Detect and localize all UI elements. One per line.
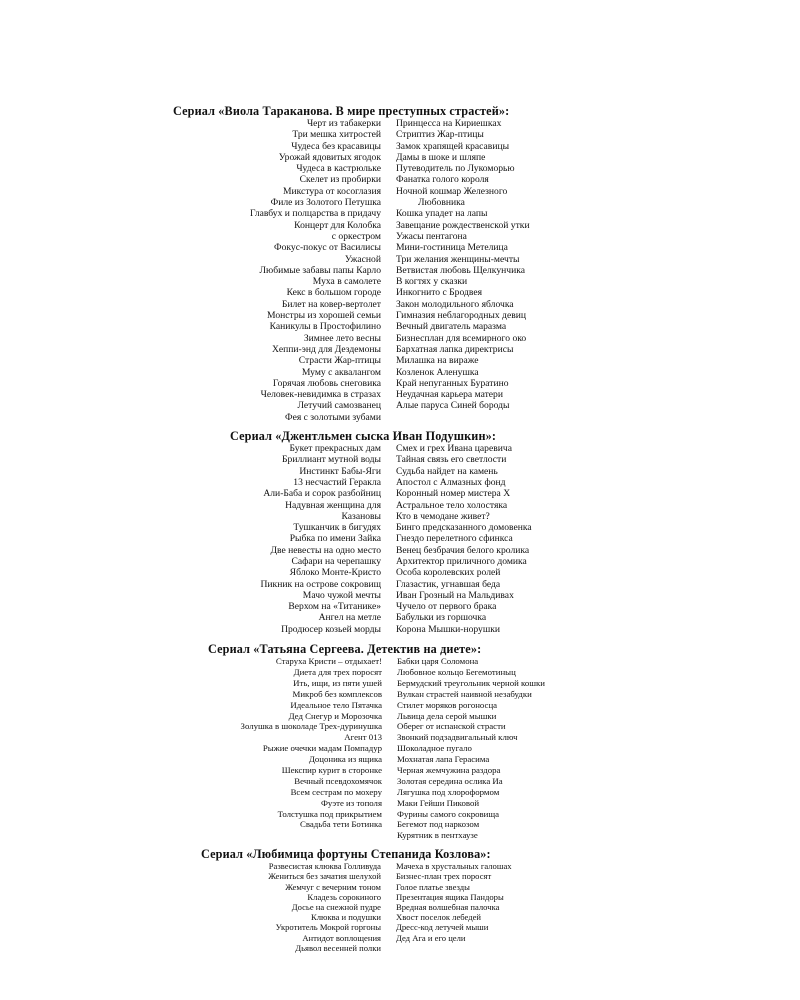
series-title: Сериал «Татьяна Сергеева. Детектив на диете»: bbox=[208, 642, 482, 657]
book-title: Принцесса на Кириешках bbox=[396, 118, 502, 129]
book-title: Тайная связь его светлости bbox=[396, 454, 507, 466]
book-title: Гимназия неблагородных девиц bbox=[396, 310, 526, 322]
book-title: Фанатка голого короля bbox=[396, 174, 489, 186]
book-title: Дед Снегур и Морозочка bbox=[288, 710, 382, 721]
book-title: Замок храпящей красавицы bbox=[396, 140, 510, 152]
book-title: Край непуганных Буратино bbox=[396, 377, 509, 389]
book-title: Толстушка под прикрытием bbox=[277, 808, 382, 819]
series-title: Сериал «Любимица фортуны Степанида Козлова»: bbox=[201, 847, 491, 862]
book-title: Рыбка по имени Зайка bbox=[289, 533, 381, 545]
left-column bbox=[150, 656, 397, 841]
book-title: Гнездо перелетного сфинкса bbox=[396, 533, 513, 545]
book-title: Человек-невидимка в стразах bbox=[260, 389, 381, 401]
book-title: Неудачная карьера матери bbox=[396, 389, 503, 401]
book-title: Любовника bbox=[418, 197, 465, 209]
book-title: Жениться без зачатия шелухой bbox=[268, 871, 381, 882]
series-title: Сериал «Виола Тараканова. В мире преступных страстей»: bbox=[173, 104, 510, 118]
book-title: Вечный псевдохомячок bbox=[294, 775, 382, 786]
left-column bbox=[150, 118, 396, 423]
book-title: Глазастик, угнавшая беда bbox=[396, 578, 501, 590]
book-title: Вечный двигатель маразма bbox=[396, 321, 507, 333]
book-title: Страсти Жар-птицы bbox=[298, 355, 381, 367]
book-title: Золушка в шоколаде Трех-дуринушка bbox=[240, 721, 382, 732]
book-title: Бизнесплан для всемирного око bbox=[396, 332, 527, 344]
book-title: Ночной кошмар Железного bbox=[396, 185, 508, 197]
book-title: Микроб без комплексов bbox=[292, 688, 382, 699]
book-title: Пикник на острове сокровищ bbox=[260, 578, 381, 590]
book-title: Корона Мышки-норушки bbox=[396, 623, 501, 635]
book-title: Презентация ящика Пандоры bbox=[396, 891, 504, 902]
left-column bbox=[150, 443, 396, 635]
book-title: Дед Ага и его цели bbox=[396, 932, 466, 943]
book-title: Монстры из хорошей семьи bbox=[267, 310, 381, 322]
book-title: Маки Гейши Пиковой bbox=[397, 797, 480, 808]
book-title: Антидот воплощения bbox=[302, 932, 381, 943]
book-title: Апостол с Алмазных фонд bbox=[396, 476, 506, 488]
book-title: Инстинкт Бабы-Яги bbox=[299, 465, 381, 477]
book-title: Сафари на черепашку bbox=[291, 555, 381, 567]
book-title: Микстура от косоглазия bbox=[282, 185, 381, 197]
book-title: Ужасы пентагона bbox=[396, 230, 467, 242]
book-title: Вулкан страстей наивной незабудки bbox=[397, 688, 532, 699]
book-title: Особа королевских ролей bbox=[396, 567, 501, 579]
book-title: Смех и грех Ивана царевича bbox=[396, 443, 512, 455]
book-title: Бермудский треугольник черной кошки bbox=[397, 677, 546, 688]
book-title: Летучий самозванец bbox=[297, 400, 381, 412]
book-title: Верхом на «Титанике» bbox=[288, 601, 381, 613]
book-title: Яблоко Монте-Кристо bbox=[289, 567, 381, 579]
book-title: Мачеха в хрустальных галошах bbox=[396, 861, 512, 872]
book-title: Милашка на вираже bbox=[396, 355, 479, 367]
book-title: Козленок Аленушка bbox=[396, 366, 479, 378]
book-title: Филе из Золотого Петушка bbox=[270, 197, 381, 209]
book-title: Идеальное тело Пятачка bbox=[290, 699, 382, 710]
book-title: Архитектор приличного домика bbox=[396, 555, 527, 567]
book-title: Бриллиант мутной воды bbox=[282, 454, 381, 466]
book-title: Курятник в пентхаузе bbox=[397, 830, 478, 841]
book-title: Муму с аквалангом bbox=[301, 366, 381, 378]
book-title: Черная жемчужина раздора bbox=[397, 764, 501, 775]
book-title: Али-Баба и сорок разбойниц bbox=[263, 488, 381, 500]
book-title: Судьба найдет на камень bbox=[396, 465, 498, 477]
book-title: Хеппи-энд для Дездемоны bbox=[271, 343, 381, 355]
book-title: Рыжие очечки мадам Помпадур bbox=[262, 743, 382, 754]
series-title: Сериал «Джентльмен сыска Иван Подушкин»: bbox=[230, 429, 497, 444]
book-title: Агент 013 bbox=[344, 732, 382, 743]
book-title: Букет прекрасных дам bbox=[289, 443, 381, 455]
book-title: с оркестром bbox=[331, 230, 381, 242]
series-stepanida-kozlova bbox=[150, 847, 620, 953]
book-title: Досье на снежной пудре bbox=[291, 901, 381, 912]
series-ivan-podushkin bbox=[150, 429, 620, 635]
book-title: Казановы bbox=[341, 510, 381, 522]
book-title: Бегемот под наркозом bbox=[397, 819, 480, 830]
book-title: Звонкий подзадвигальный ключ bbox=[397, 732, 518, 743]
book-title: В когтях у сказки bbox=[396, 276, 468, 288]
book-title: Фокус-покус от Василисы bbox=[274, 242, 381, 254]
book-title: Три желания женщины-мечты bbox=[396, 253, 520, 265]
book-title: Диета для трех поросят bbox=[293, 666, 382, 677]
series-tatiana-sergeeva bbox=[150, 642, 620, 841]
book-title: Фурины самого сокровища bbox=[397, 808, 500, 819]
book-title: Голое платье звезды bbox=[396, 881, 470, 892]
book-title: Шекспир курит в сторонке bbox=[281, 764, 382, 775]
book-title: Любовное кольцо Бегемотиныц bbox=[397, 666, 516, 677]
right-column bbox=[396, 118, 530, 423]
book-title: Бархатная лапка директрисы bbox=[396, 343, 514, 355]
book-title: Чучело от первого брака bbox=[396, 601, 497, 613]
book-title: Иван Грозный на Мальдивах bbox=[396, 589, 514, 601]
book-title: Кошка упадет на лапы bbox=[396, 208, 488, 220]
book-title: Шоколадное пугало bbox=[397, 743, 472, 754]
book-title: Старуха Кристи – отдыхает! bbox=[275, 656, 382, 667]
book-title: Вредная волшебная палочка bbox=[396, 901, 500, 912]
book-title: Мини-гостиница Метелица bbox=[396, 242, 508, 254]
book-title: Главбух и полцарства в придачу bbox=[250, 208, 381, 220]
book-title: Фея с золотыми зубами bbox=[284, 411, 381, 423]
book-title: Чудеса в кастрюльке bbox=[296, 163, 381, 175]
book-title: Урожай ядовитых ягодок bbox=[278, 151, 381, 163]
book-title: 13 несчастий Геракла bbox=[293, 476, 381, 488]
book-title: Путеводитель по Лукоморью bbox=[396, 163, 515, 175]
book-title: Продюсер козьей морды bbox=[281, 623, 381, 635]
book-title: Дамы в шоке и шляпе bbox=[396, 151, 486, 163]
right-column bbox=[396, 861, 512, 953]
book-title: Стриптиз Жар-птицы bbox=[396, 129, 484, 141]
book-title: Кто в чемодане живет? bbox=[396, 510, 490, 522]
book-title: Зимнее лето весны bbox=[303, 332, 381, 344]
book-title: Любимые забавы папы Карло bbox=[259, 264, 381, 276]
left-column bbox=[150, 861, 396, 953]
book-title: Бабки царя Соломона bbox=[397, 656, 479, 667]
book-title: Кекс в большом городе bbox=[286, 287, 381, 299]
book-title: Ить, ищи, из пяти ушей bbox=[293, 677, 382, 688]
book-title: Коронный номер мистера Х bbox=[396, 488, 511, 500]
book-title: Оберег от испанской страсти bbox=[397, 721, 506, 732]
book-title: Жемчуг с вечерним тоном bbox=[285, 881, 381, 892]
book-title: Муха в самолете bbox=[312, 276, 381, 288]
book-title: Фуэте из тополя bbox=[320, 797, 382, 808]
book-title: Завещание рождественской утки bbox=[396, 219, 530, 231]
book-title: Клюква и подушки bbox=[311, 912, 381, 923]
series-viola-tarakanova bbox=[150, 104, 620, 423]
book-title: Лягушка под хлороформом bbox=[397, 786, 500, 797]
book-title: Скелет из пробирки bbox=[299, 174, 381, 186]
book-title: Кладезь сорокиного bbox=[307, 891, 381, 902]
book-title: Стилет моряков рогоносца bbox=[397, 699, 498, 710]
book-title: Всем сестрам по мохеру bbox=[290, 786, 382, 797]
book-title: Свадьба тети Ботинка bbox=[299, 819, 382, 830]
book-title: Концерт для Колобка bbox=[294, 219, 381, 231]
book-title: Ангел на метле bbox=[318, 612, 381, 624]
book-title: Три мешка хитростей bbox=[292, 129, 381, 141]
book-title: Билет на ковер-вертолет bbox=[281, 298, 381, 310]
book-title: Ветвистая любовь Щелкунчика bbox=[396, 264, 526, 276]
book-title: Мохнатая лапа Герасима bbox=[397, 754, 490, 765]
right-column bbox=[397, 656, 545, 841]
book-title: Золотая середина ослика Иа bbox=[397, 775, 503, 786]
book-title: Укротитель Мокрой горгоны bbox=[275, 922, 381, 933]
book-title: Ужасной bbox=[344, 253, 381, 265]
book-list-page bbox=[150, 104, 620, 953]
book-title: Львица дела серой мышки bbox=[397, 710, 497, 721]
book-title: Венец безбрачия белого кролика bbox=[396, 544, 530, 556]
book-title: Доцоника из ящика bbox=[308, 754, 382, 765]
book-title: Дьявол весенней полки bbox=[295, 942, 381, 953]
book-title: Дресс-код летучей мыши bbox=[396, 922, 489, 933]
book-title: Астральное тело холостяка bbox=[396, 499, 508, 511]
book-title: Инкогнито с Бродвея bbox=[396, 287, 483, 299]
book-title: Алые паруса Синей бороды bbox=[396, 400, 510, 412]
book-title: Бабульки из горшочка bbox=[396, 612, 487, 624]
book-title: Развесистая клюква Голливуда bbox=[268, 861, 381, 872]
book-title: Черт из табакерки bbox=[306, 118, 381, 129]
right-column bbox=[396, 443, 532, 635]
book-title: Бизнес-план трех поросят bbox=[396, 871, 492, 882]
book-title: Чудеса без красавицы bbox=[291, 140, 381, 152]
book-title: Бинго предсказанного домовенка bbox=[396, 522, 532, 534]
book-title: Тушканчик в бигудях bbox=[293, 522, 381, 534]
book-title: Две невесты на одно место bbox=[270, 544, 381, 556]
book-title: Мачо чужой мечты bbox=[302, 589, 381, 601]
book-title: Горячая любовь снеговика bbox=[272, 377, 381, 389]
book-title: Закон молодильного яблочка bbox=[396, 298, 514, 310]
book-title: Хвост поселок лебедей bbox=[396, 912, 482, 923]
book-title: Каникулы в Простофилино bbox=[269, 321, 381, 333]
book-title: Надувная женщина для bbox=[285, 499, 381, 511]
